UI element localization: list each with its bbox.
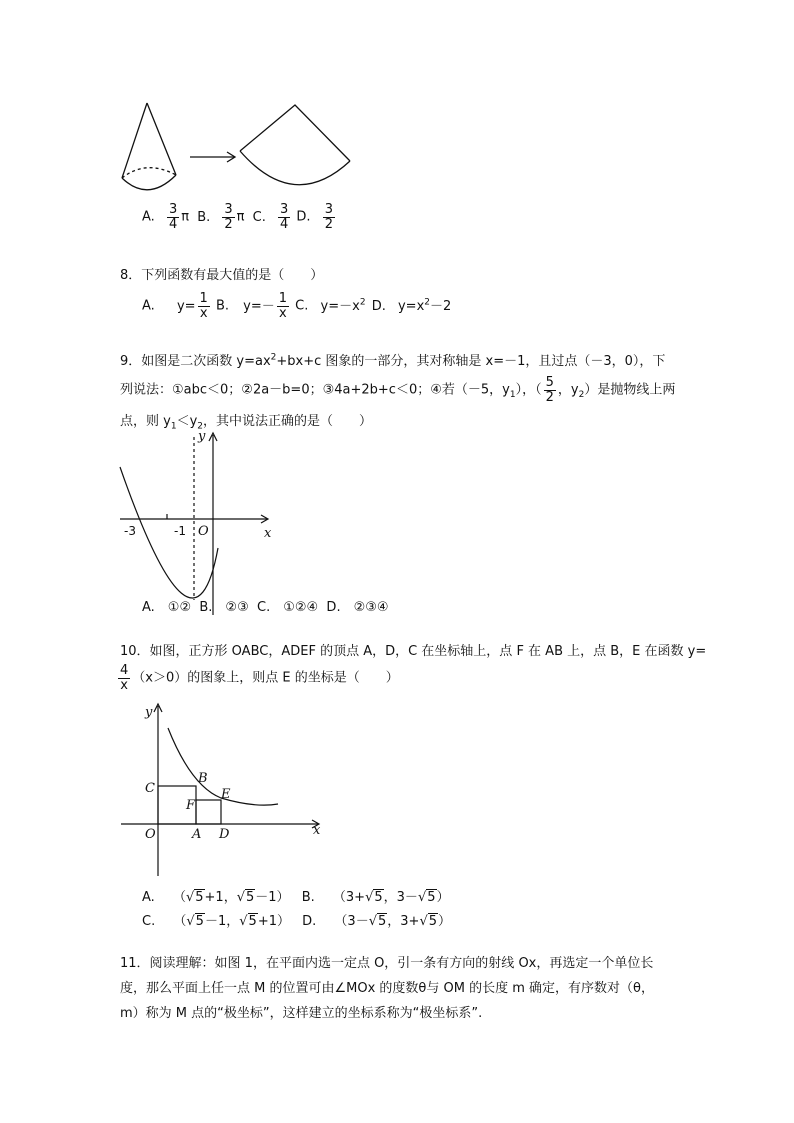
q9-y-label: y [198,429,206,444]
q7-options [142,203,337,231]
q9-label-neg3: -3 [124,524,136,538]
q11-line3: m）称为 M 点的“极坐标”，这样建立的坐标系称为“极坐标系”. [120,1006,483,1021]
q8-option-c-expr: $y=-x^2$ [320,297,366,314]
q10-square-adef [196,800,221,824]
q9-stem-line3: 点，则 $y_1<y_2$，其中说法正确的是（ ） [120,414,373,432]
q10-x-label: x [313,823,321,838]
q10-options-row1 [142,886,450,905]
q8-option-b-lhs: y=－ [243,298,275,314]
q8-option-b-fraction: $\frac{1}{x}$ [278,291,288,321]
q9-parabola-graph [112,425,282,620]
q10-option-a-value: （√5+1，√5－1） [172,890,290,905]
q9-x-label: x [264,526,272,541]
q10-label-o: O [145,827,156,842]
q10-fraction-four-over-x: $\frac{4}{x}$ [120,663,129,693]
cone-shape [122,103,176,190]
q10-option-a-label: A. [142,890,155,905]
q7-option-d-label: D. [296,209,311,225]
q10-stem-line1: 10．如图，正方形 OABC，ADEF 的顶点 A，D，C 在坐标轴上，点 F 在 AB 上，点 B，E 在函数 y= [120,644,707,659]
q7-option-a-label: A. [142,209,155,225]
q11-line1: 11．阅读理解：如图 1，在平面内选一定点 O，引一条有方向的射线 Ox，再选定一个单位长 [120,956,654,971]
q10-label-c: C [145,781,155,796]
q8-options [142,292,451,320]
q10-stem-line2: $\frac{4}{x}$ （x＞0）的图象上，则点 E 的坐标是（ ） [120,663,399,693]
q7-option-b-fraction: $\frac{3}{2}$ [224,202,233,232]
q7-option-a-fraction: $\frac{3}{4}$ [168,202,178,232]
q9-origin-label: O [198,524,209,539]
q8-stem: 8．下列函数有最大值的是（ ） [120,268,324,283]
q10-label-e: E [221,787,231,802]
q10-options-row2 [142,910,451,929]
q10-option-b-label: B. [301,890,315,905]
q9-label-neg1: -1 [174,524,186,538]
q7-option-c-label: C. [252,209,266,225]
q10-y-label: y [145,705,153,720]
q10-option-c-label: C. [142,914,156,929]
q10-label-a: A [192,827,202,842]
q8-option-a-label: A. [142,298,155,314]
q7-option-d-fraction: $\frac{3}{2}$ [324,202,333,232]
q9-fraction-five-halves: $\frac{5}{2}$ [545,375,554,405]
q10-option-d-label: D. [302,914,317,929]
q10-label-f: F [186,798,196,813]
q10-label-b: B [198,771,208,786]
q7-option-b-pi: π [236,209,245,225]
q8-option-c-label: C. [295,298,309,314]
q7-option-c-fraction: $\frac{3}{4}$ [280,202,289,232]
q8-option-d-expr: $y=x^2-2$ [397,297,452,314]
q9-options: A. ①② B. ②③ C. ①②④ D. ②③④ [142,600,389,615]
q10-label-d: D [219,827,230,842]
q11-line2: 度，那么平面上任一点 M 的位置可由∠MOx 的度数θ与 OM 的长度 m 确定，有序数对（θ， [120,981,654,996]
q7-option-b-label: B. [197,209,211,225]
q7-option-a-pi: π [181,209,190,225]
q9-stem-line2: 列说法：①abc＜0；②2a－b=0；③4a+2b+c＜0；④若（－5，$y_1$），（ $\frac{5}{2}$ ，$y_2$）是抛物线上两 [120,375,676,405]
q8-option-b-label: B. [215,298,230,314]
q8-option-a-fraction: $\frac{1}{x}$ [199,291,208,321]
sector-shape [240,105,350,185]
q10-hyperbola-graph [115,700,330,880]
arrow-right-icon [190,152,235,162]
q8-option-d-label: D. [371,298,386,314]
q10-option-c-value: （√5－1，√5+1） [173,914,290,929]
q10-option-b-value: （3+√5，3－√5） [332,890,450,905]
q8-option-a-lhs: y= [176,298,196,314]
q10-option-d-value: （3－√5，3+√5） [334,914,452,929]
cone-net-figure [110,95,360,205]
q9-stem-line1: 9．如图是二次函数 $y=ax^2+bx+c$ 图象的一部分，其对称轴是 x=－1，且过点（－3，0），下 [120,352,666,369]
